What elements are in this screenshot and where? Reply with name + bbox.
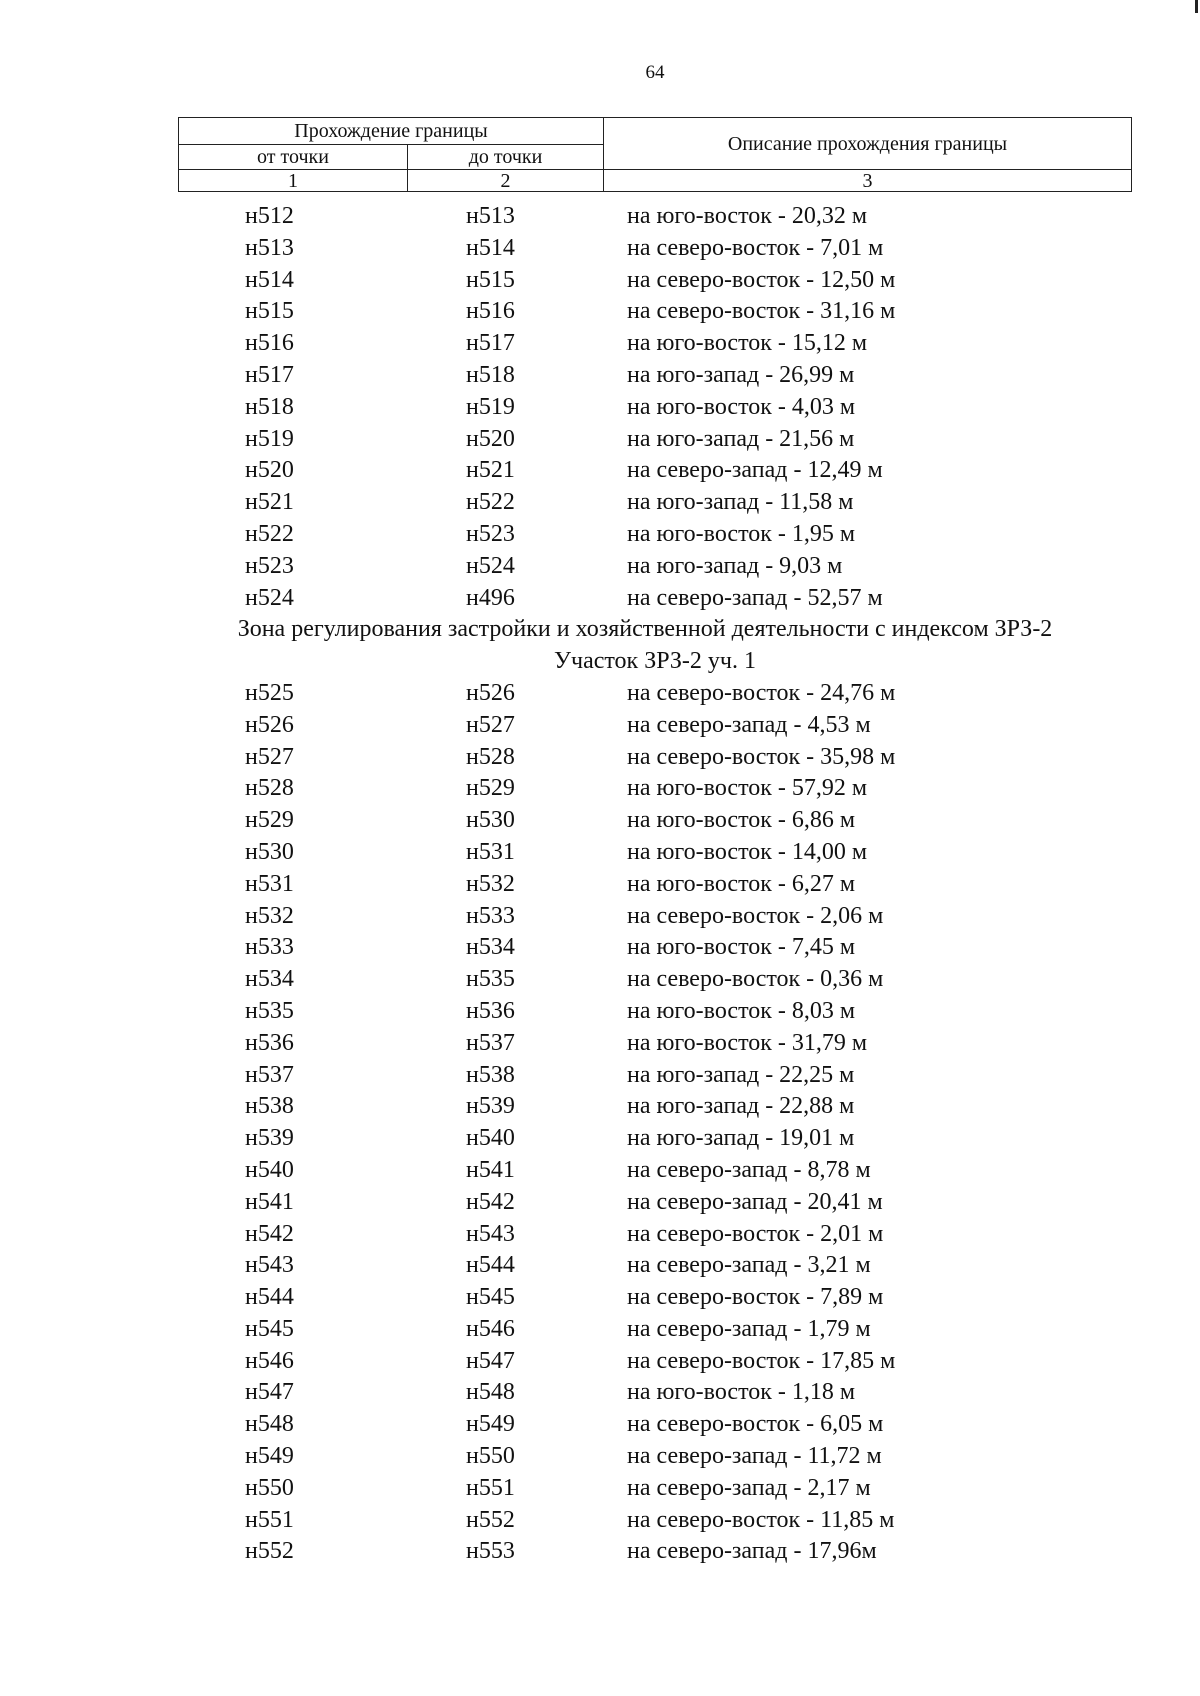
to-point-cell: н549 bbox=[466, 1411, 515, 1438]
description-cell: на северо-запад - 12,49 м bbox=[627, 457, 883, 484]
from-point-cell: н547 bbox=[245, 1379, 294, 1406]
description-cell: на северо-восток - 12,50 м bbox=[627, 266, 896, 293]
table-row bbox=[0, 1123, 1200, 1155]
table-row bbox=[0, 201, 1200, 233]
from-point-cell: н522 bbox=[245, 520, 294, 547]
from-point-cell: н533 bbox=[245, 934, 294, 961]
from-point-cell: н518 bbox=[245, 393, 294, 420]
boundary-rows-bottom bbox=[0, 678, 1200, 1568]
boundary-rows-top bbox=[0, 201, 1200, 614]
to-point-cell: н532 bbox=[466, 870, 515, 897]
description-cell: на северо-восток - 7,89 м bbox=[627, 1284, 884, 1311]
table-row bbox=[0, 805, 1200, 837]
table-row bbox=[0, 1473, 1200, 1505]
description-cell: на северо-запад - 17,96м bbox=[627, 1538, 877, 1565]
to-point-cell: н541 bbox=[466, 1156, 515, 1183]
from-point-cell: н541 bbox=[245, 1188, 294, 1215]
to-point-cell: н517 bbox=[466, 330, 515, 357]
from-point-cell: н536 bbox=[245, 1029, 294, 1056]
table-row bbox=[0, 392, 1200, 424]
table-row bbox=[0, 964, 1200, 996]
to-point-cell: н537 bbox=[466, 1029, 515, 1056]
description-cell: на северо-запад - 8,78 м bbox=[627, 1156, 871, 1183]
table-row bbox=[0, 265, 1200, 297]
description-cell: на юго-восток - 1,18 м bbox=[627, 1379, 856, 1406]
table-row bbox=[0, 1250, 1200, 1282]
to-point-cell: н548 bbox=[466, 1379, 515, 1406]
description-cell: на северо-восток - 0,36 м bbox=[627, 966, 884, 993]
description-cell: на юго-восток - 6,86 м bbox=[627, 807, 856, 834]
to-point-cell: н530 bbox=[466, 807, 515, 834]
from-point-cell: н528 bbox=[245, 775, 294, 802]
from-point-cell: н548 bbox=[245, 1411, 294, 1438]
description-cell: на юго-восток - 4,03 м bbox=[627, 393, 856, 420]
to-point-cell: н524 bbox=[466, 552, 515, 579]
from-point-cell: н532 bbox=[245, 902, 294, 929]
table-row bbox=[0, 1028, 1200, 1060]
description-cell: на северо-запад - 3,21 м bbox=[627, 1252, 871, 1279]
table-row bbox=[0, 1091, 1200, 1123]
table-row bbox=[0, 1060, 1200, 1092]
table-row bbox=[0, 932, 1200, 964]
description-cell: на юго-восток - 31,79 м bbox=[627, 1029, 868, 1056]
from-point-cell: н535 bbox=[245, 997, 294, 1024]
description-cell: на юго-запад - 9,03 м bbox=[627, 552, 843, 579]
table-row bbox=[0, 869, 1200, 901]
description-cell: на юго-восток - 7,45 м bbox=[627, 934, 856, 961]
table-row bbox=[0, 773, 1200, 805]
to-point-cell: н536 bbox=[466, 997, 515, 1024]
description-cell: на северо-восток - 6,05 м bbox=[627, 1411, 884, 1438]
to-point-cell: н523 bbox=[466, 520, 515, 547]
table-row bbox=[0, 1346, 1200, 1378]
column-number-1: 1 bbox=[179, 170, 408, 192]
from-point-cell: н546 bbox=[245, 1347, 294, 1374]
zone-heading: Зона регулирования застройки и хозяйственной деятельности с индексом ЗРЗ-2 bbox=[237, 616, 1053, 643]
from-point-cell: н539 bbox=[245, 1125, 294, 1152]
from-point-cell: н519 bbox=[245, 425, 294, 452]
to-point-cell: н513 bbox=[466, 203, 515, 229]
to-point-cell: н515 bbox=[466, 266, 515, 293]
to-point-header: до точки bbox=[408, 145, 604, 170]
from-point-cell: н515 bbox=[245, 298, 294, 325]
to-point-cell: н552 bbox=[466, 1506, 515, 1533]
to-point-cell: н539 bbox=[466, 1093, 515, 1120]
table-row bbox=[0, 1536, 1200, 1568]
table-row bbox=[0, 1377, 1200, 1409]
from-point-cell: н531 bbox=[245, 870, 294, 897]
description-cell: на северо-запад - 2,17 м bbox=[627, 1474, 871, 1501]
from-point-cell: н534 bbox=[245, 966, 294, 993]
table-row bbox=[0, 1282, 1200, 1314]
from-point-cell: н542 bbox=[245, 1220, 294, 1247]
description-cell: на юго-запад - 22,88 м bbox=[627, 1093, 855, 1120]
from-point-cell: н516 bbox=[245, 330, 294, 357]
description-cell: на северо-запад - 11,72 м bbox=[627, 1443, 882, 1470]
table-row bbox=[0, 678, 1200, 710]
description-cell: на северо-запад - 20,41 м bbox=[627, 1188, 883, 1215]
description-cell: на юго-восток - 8,03 м bbox=[627, 997, 856, 1024]
table-row bbox=[0, 583, 1200, 615]
to-point-cell: н528 bbox=[466, 743, 515, 770]
description-cell: на северо-восток - 11,85 м bbox=[627, 1506, 895, 1533]
from-point-cell: н527 bbox=[245, 743, 294, 770]
description-cell: на северо-запад - 52,57 м bbox=[627, 584, 883, 611]
table-row bbox=[0, 487, 1200, 519]
to-point-cell: н533 bbox=[466, 902, 515, 929]
description-cell: на юго-восток - 6,27 м bbox=[627, 870, 856, 897]
description-cell: на северо-восток - 31,16 м bbox=[627, 298, 896, 325]
boundary-passage-header: Прохождение границы bbox=[179, 118, 604, 145]
to-point-cell: н543 bbox=[466, 1220, 515, 1247]
to-point-cell: н545 bbox=[466, 1284, 515, 1311]
to-point-cell: н551 bbox=[466, 1474, 515, 1501]
from-point-cell: н525 bbox=[245, 679, 294, 706]
description-cell: на юго-восток - 14,00 м bbox=[627, 838, 868, 865]
to-point-cell: н535 bbox=[466, 966, 515, 993]
table-row bbox=[0, 1505, 1200, 1537]
boundary-table-header bbox=[178, 117, 1132, 192]
description-cell: на юго-запад - 11,58 м bbox=[627, 489, 854, 516]
from-point-header: от точки bbox=[179, 145, 408, 170]
table-row bbox=[0, 296, 1200, 328]
from-point-cell: н543 bbox=[245, 1252, 294, 1279]
to-point-cell: н550 bbox=[466, 1443, 515, 1470]
from-point-cell: н544 bbox=[245, 1284, 294, 1311]
table-row bbox=[0, 901, 1200, 933]
table-row bbox=[0, 233, 1200, 265]
description-cell: на юго-восток - 57,92 м bbox=[627, 775, 868, 802]
from-point-cell: н512 bbox=[245, 203, 294, 229]
from-point-cell: н517 bbox=[245, 361, 294, 388]
from-point-cell: н529 bbox=[245, 807, 294, 834]
from-point-cell: н540 bbox=[245, 1156, 294, 1183]
to-point-cell: н529 bbox=[466, 775, 515, 802]
table-row bbox=[0, 996, 1200, 1028]
description-cell: на юго-запад - 26,99 м bbox=[627, 361, 855, 388]
to-point-cell: н547 bbox=[466, 1347, 515, 1374]
from-point-cell: н538 bbox=[245, 1093, 294, 1120]
from-point-cell: н545 bbox=[245, 1315, 294, 1342]
boundary-description-header: Описание прохождения границы bbox=[604, 118, 1132, 170]
to-point-cell: н518 bbox=[466, 361, 515, 388]
description-cell: на юго-запад - 19,01 м bbox=[627, 1125, 855, 1152]
description-cell: на северо-восток - 2,06 м bbox=[627, 902, 884, 929]
scan-edge-mark bbox=[1195, 0, 1198, 13]
table-row bbox=[0, 455, 1200, 487]
column-number-3: 3 bbox=[604, 170, 1132, 192]
to-point-cell: н553 bbox=[466, 1538, 515, 1565]
from-point-cell: н513 bbox=[245, 234, 294, 261]
from-point-cell: н537 bbox=[245, 1061, 294, 1088]
table-row bbox=[0, 837, 1200, 869]
from-point-cell: н530 bbox=[245, 838, 294, 865]
plot-heading: Участок ЗРЗ-2 уч. 1 bbox=[554, 648, 756, 675]
table-row bbox=[0, 424, 1200, 456]
description-cell: на юго-запад - 22,25 м bbox=[627, 1061, 855, 1088]
to-point-cell: н544 bbox=[466, 1252, 515, 1279]
from-point-cell: н514 bbox=[245, 266, 294, 293]
table-row bbox=[0, 551, 1200, 583]
to-point-cell: н516 bbox=[466, 298, 515, 325]
from-point-cell: н551 bbox=[245, 1506, 294, 1533]
table-row bbox=[0, 710, 1200, 742]
to-point-cell: н546 bbox=[466, 1315, 515, 1342]
description-cell: на юго-восток - 20,32 м bbox=[627, 203, 868, 229]
table-row bbox=[0, 1155, 1200, 1187]
table-row bbox=[0, 1219, 1200, 1251]
description-cell: на юго-запад - 21,56 м bbox=[627, 425, 855, 452]
from-point-cell: н523 bbox=[245, 552, 294, 579]
table-row bbox=[0, 1441, 1200, 1473]
description-cell: на северо-восток - 24,76 м bbox=[627, 679, 896, 706]
description-cell: на юго-восток - 15,12 м bbox=[627, 330, 868, 357]
description-cell: на северо-восток - 17,85 м bbox=[627, 1347, 896, 1374]
table-row bbox=[0, 1187, 1200, 1219]
table-row bbox=[0, 1314, 1200, 1346]
table-row bbox=[0, 742, 1200, 774]
to-point-cell: н531 bbox=[466, 838, 515, 865]
to-point-cell: н527 bbox=[466, 711, 515, 738]
to-point-cell: н496 bbox=[466, 584, 515, 611]
from-point-cell: н520 bbox=[245, 457, 294, 484]
from-point-cell: н526 bbox=[245, 711, 294, 738]
description-cell: на северо-восток - 2,01 м bbox=[627, 1220, 884, 1247]
from-point-cell: н549 bbox=[245, 1443, 294, 1470]
to-point-cell: н540 bbox=[466, 1125, 515, 1152]
table-row bbox=[0, 519, 1200, 551]
description-cell: на северо-восток - 7,01 м bbox=[627, 234, 884, 261]
to-point-cell: н514 bbox=[466, 234, 515, 261]
description-cell: на северо-запад - 1,79 м bbox=[627, 1315, 871, 1342]
description-cell: на северо-восток - 35,98 м bbox=[627, 743, 896, 770]
from-point-cell: н552 bbox=[245, 1538, 294, 1565]
description-cell: на юго-восток - 1,95 м bbox=[627, 520, 856, 547]
to-point-cell: н519 bbox=[466, 393, 515, 420]
to-point-cell: н520 bbox=[466, 425, 515, 452]
table-row bbox=[0, 1409, 1200, 1441]
page-number: 64 bbox=[645, 62, 665, 83]
from-point-cell: н550 bbox=[245, 1474, 294, 1501]
to-point-cell: н526 bbox=[466, 679, 515, 706]
column-number-2: 2 bbox=[408, 170, 604, 192]
description-cell: на северо-запад - 4,53 м bbox=[627, 711, 871, 738]
table-row bbox=[0, 360, 1200, 392]
to-point-cell: н538 bbox=[466, 1061, 515, 1088]
table-row bbox=[0, 328, 1200, 360]
to-point-cell: н521 bbox=[466, 457, 515, 484]
to-point-cell: н522 bbox=[466, 489, 515, 516]
from-point-cell: н521 bbox=[245, 489, 294, 516]
to-point-cell: н542 bbox=[466, 1188, 515, 1215]
boundary-rows bbox=[0, 201, 1200, 1568]
to-point-cell: н534 bbox=[466, 934, 515, 961]
from-point-cell: н524 bbox=[245, 584, 294, 611]
